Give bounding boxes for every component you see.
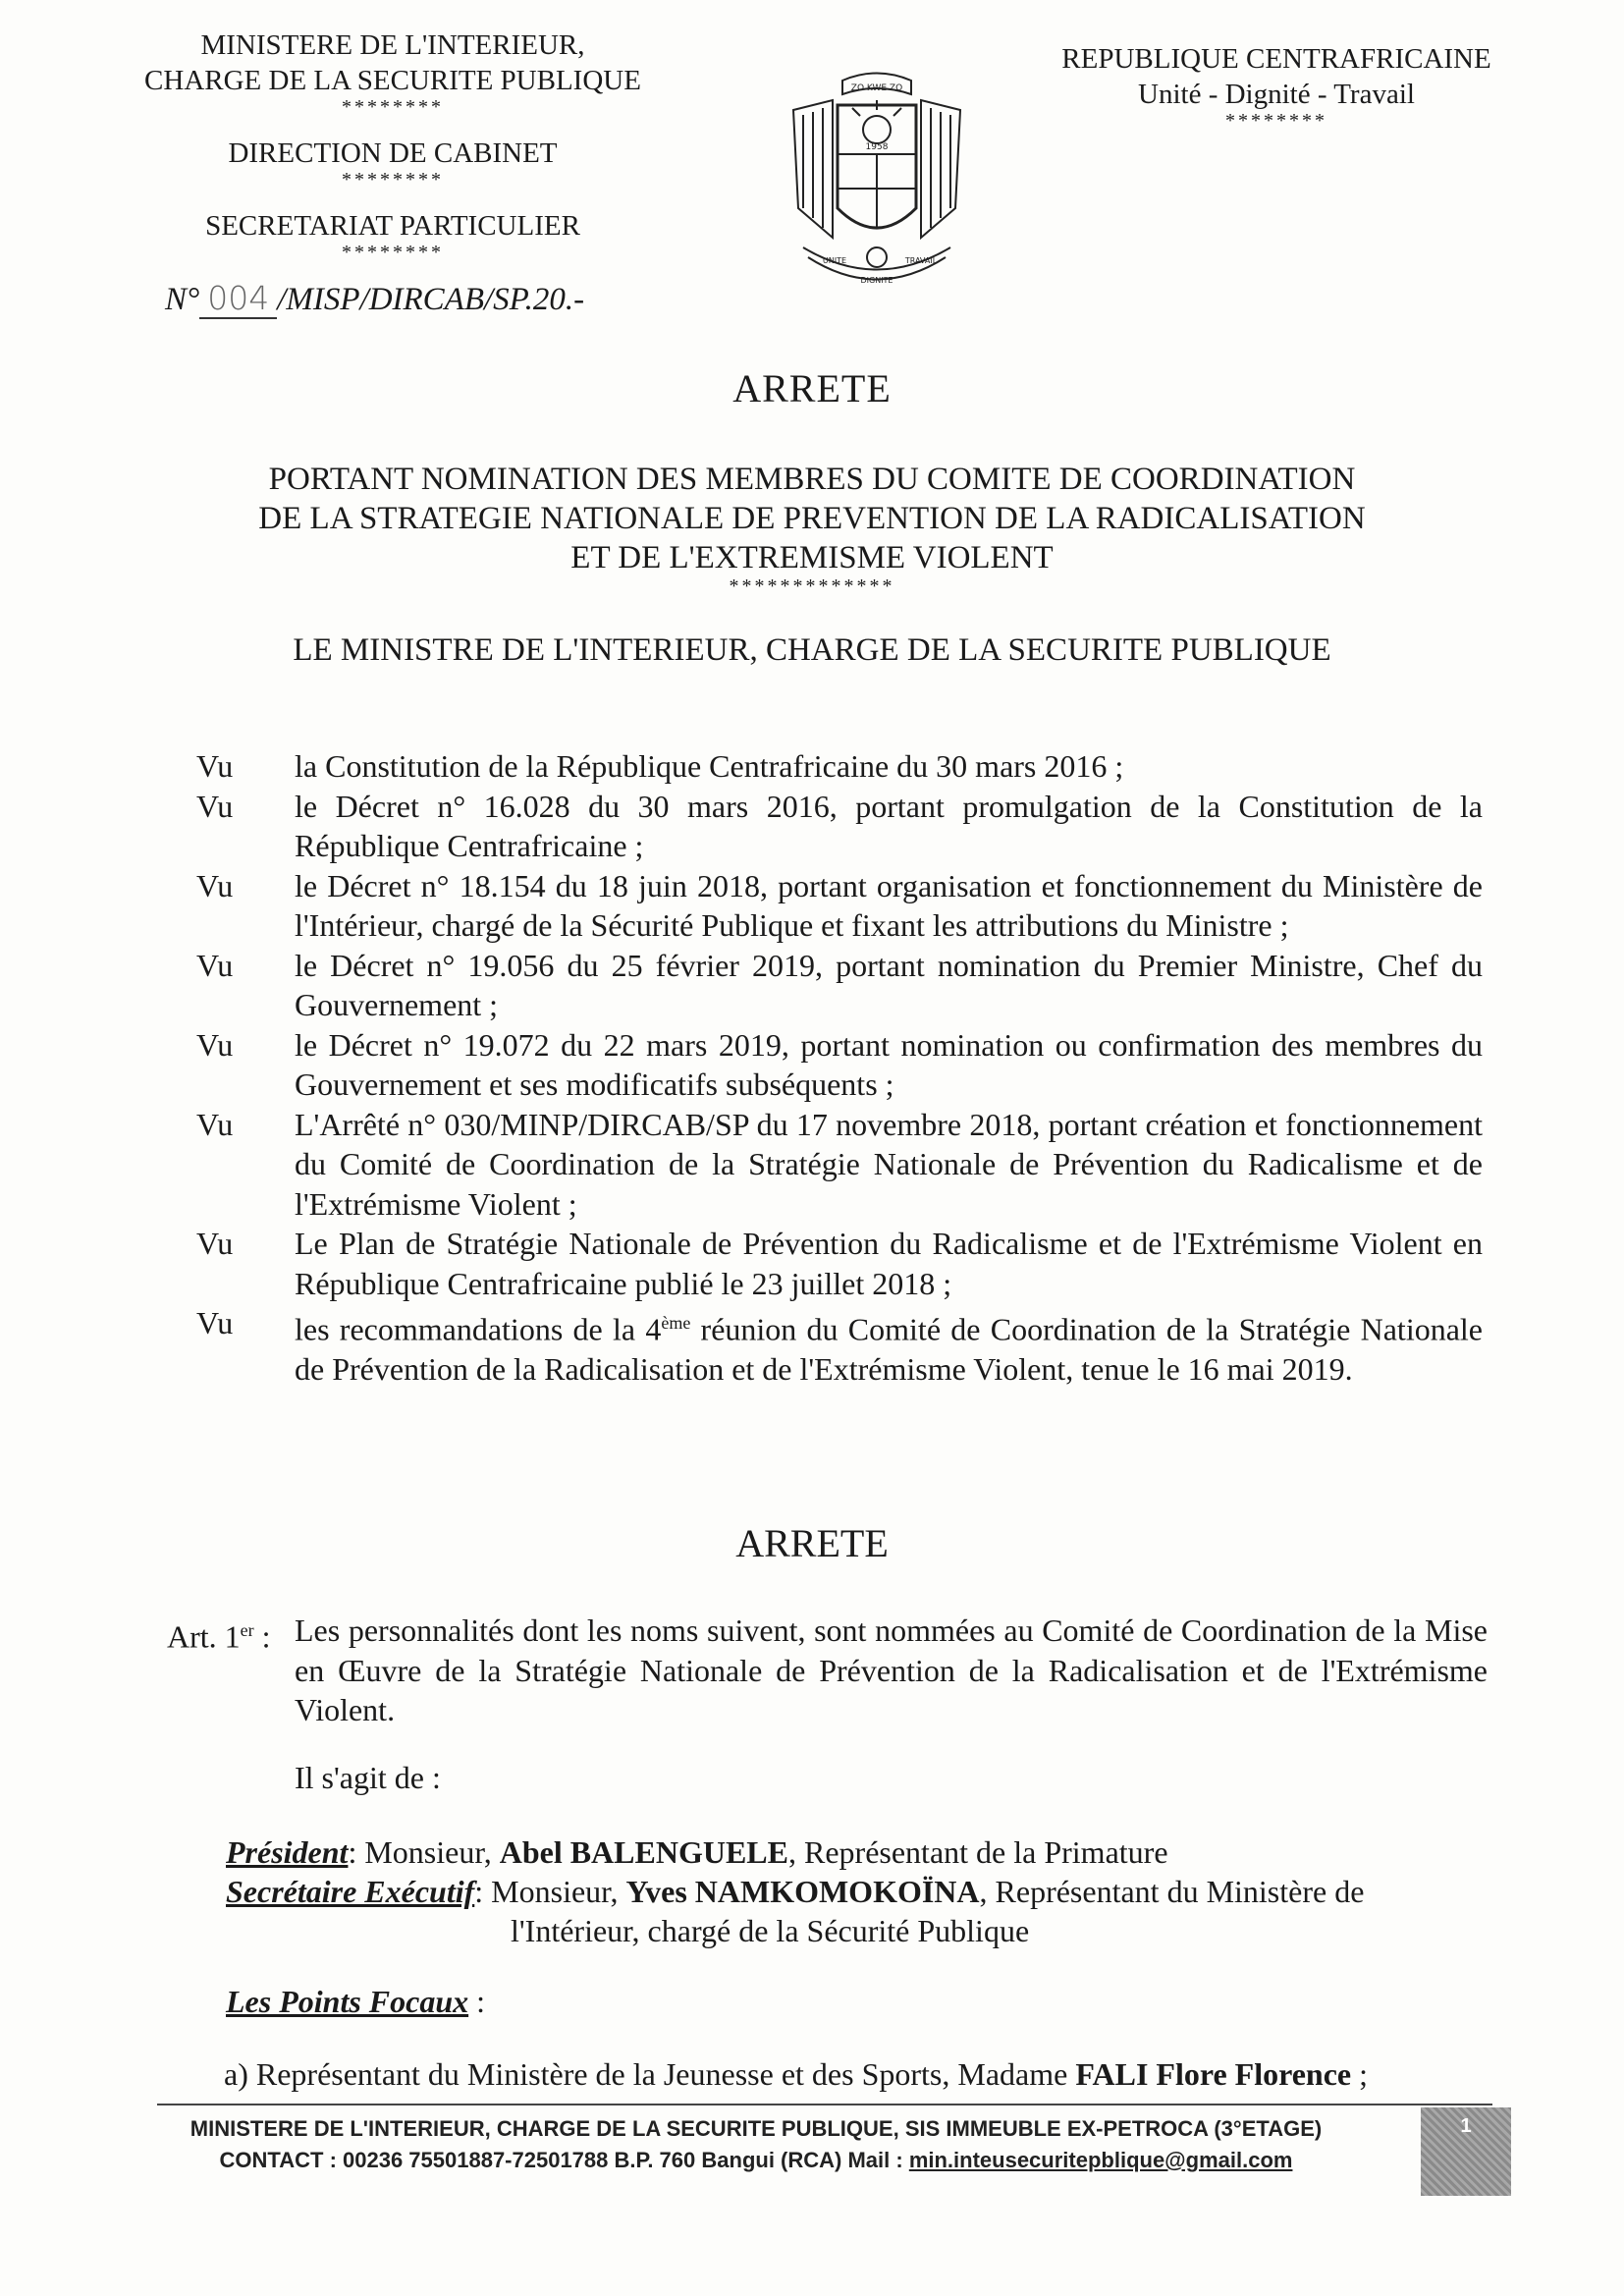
consideration-text: la Constitution de la République Centrafricaine du 30 mars 2016 ; bbox=[295, 748, 1124, 784]
emblem-right-ribbon: TRAVAIL bbox=[904, 256, 938, 265]
members-leadership bbox=[226, 1832, 1492, 1950]
article-text: Les personnalités dont les noms suivent, sont nommées au Comité de Coordination de la Mise en Œuvre de la Stratégie Nationale de Prévention de la Radicalisation et de l'Extrémisme Violent. bbox=[295, 1613, 1488, 1727]
consideration-item bbox=[196, 1224, 1483, 1303]
country-name: REPUBLIQUE CENTRAFRICAINE bbox=[1061, 43, 1491, 75]
separator-stars: ******** bbox=[342, 96, 444, 118]
separator-stars: ************* bbox=[729, 575, 895, 597]
focal-point-name: FALI Flore Florence bbox=[1075, 2056, 1352, 2092]
consideration-text: le Décret n° 19.072 du 22 mars 2019, portant nomination ou confirmation des membres du Gouvernement et ses modificatifs subséquents ; bbox=[295, 1026, 1483, 1102]
consideration-item bbox=[196, 946, 1483, 1025]
footer-email-link[interactable]: min.inteusecuritepblique@gmail.com bbox=[908, 2148, 1293, 2172]
consideration-text: le Décret n° 19.056 du 25 février 2019, portant nomination du Premier Ministre, Chef du Gouvernement ; bbox=[295, 947, 1483, 1022]
secretariat: SECRETARIAT PARTICULIER bbox=[205, 210, 580, 242]
consideration-item bbox=[196, 746, 1483, 787]
vu-label: Vu bbox=[196, 1226, 234, 1261]
direction-cabinet: DIRECTION DE CABINET bbox=[228, 137, 558, 169]
footer-address: MINISTERE DE L'INTERIEUR, CHARGE DE LA SECURITE PUBLIQUE, SIS IMMEUBLE EX-PETROCA (3°ETAGE) bbox=[189, 2116, 1323, 2141]
emblem-top-ribbon: ZO KWE ZO bbox=[850, 83, 903, 93]
ministry-charge: CHARGE DE LA SECURITE PUBLIQUE bbox=[144, 65, 641, 96]
secretary-line-continued: l'Intérieur, chargé de la Sécurité Publique bbox=[511, 1913, 1030, 1948]
consideration-item bbox=[196, 787, 1483, 866]
consideration-text: le Décret n° 16.028 du 30 mars 2016, portant promulgation de la Constitution de la République Centrafricaine ; bbox=[295, 788, 1483, 863]
separator-stars: ******** bbox=[342, 169, 444, 191]
focal-points-heading: Les Points Focaux : bbox=[226, 1984, 486, 2019]
consideration-item bbox=[196, 1105, 1483, 1225]
vu-label: Vu bbox=[196, 788, 234, 824]
vu-label: Vu bbox=[196, 1106, 234, 1142]
document-subject bbox=[196, 460, 1428, 595]
consideration-text: Le Plan de Stratégie Nationale de Prévention du Radicalisme et de l'Extrémisme Violent en République Centrafricaine publié le 23 juillet 2018 ; bbox=[295, 1226, 1483, 1301]
emblem-bottom-ribbon: DIGNITE bbox=[860, 276, 893, 285]
footer bbox=[118, 2113, 1394, 2176]
vu-label: Vu bbox=[196, 1026, 234, 1063]
consideration-item bbox=[196, 1025, 1483, 1105]
emblem-year: 1958 bbox=[865, 142, 889, 152]
vu-label: Vu bbox=[196, 1305, 234, 1340]
coat-of-arms-icon bbox=[774, 61, 980, 287]
footer-contact: CONTACT : 00236 75501887-72501788 B.P. 760 Bangui (RCA) Mail : min.inteusecuritepblique@gmail.com bbox=[219, 2148, 1293, 2172]
consideration-text: L'Arrêté n° 030/MINP/DIRCAB/SP du 17 novembre 2018, portant création et fonctionnement du Comité de Coordination de la Stratégie Nationale de Prévention du Radicalisme et de l'Extrémisme Violent ; bbox=[295, 1106, 1483, 1222]
reference-prefix: N° bbox=[165, 282, 200, 317]
decree-title: ARRETE bbox=[735, 1521, 889, 1565]
ministry-name: MINISTERE DE L'INTERIEUR, bbox=[200, 29, 585, 61]
national-motto: Unité - Dignité - Travail bbox=[1138, 79, 1415, 110]
considerations-list bbox=[196, 746, 1483, 1390]
president-role: Président bbox=[226, 1834, 349, 1870]
reference-number bbox=[165, 279, 584, 318]
members-intro: Il s'agit de : bbox=[295, 1760, 441, 1795]
secretary-role: Secrétaire Exécutif bbox=[226, 1874, 475, 1909]
consideration-text: le Décret n° 18.154 du 18 juin 2018, portant organisation et fonctionnement du Ministère de l'Intérieur, chargé de la Sécurité Publique et fixant les attributions du Ministre ; bbox=[295, 867, 1483, 943]
ministry-header bbox=[118, 27, 668, 261]
reference-suffix: /MISP/DIRCAB/SP.20.- bbox=[277, 282, 585, 317]
separator-stars: ******** bbox=[1225, 110, 1327, 132]
separator-stars: ******** bbox=[342, 242, 444, 263]
consideration-text: les recommandations de la 4ème réunion du Comité de Coordination de la Stratégie Nationale de Prévention de la Radicalisation et de l'Extrémisme Violent, tenue le 16 mai 2019. bbox=[295, 1311, 1484, 1388]
focal-point-item: a) Représentant du Ministère de la Jeunesse et des Sports, Madame FALI Flore Florence ; bbox=[224, 2056, 1369, 2092]
president-name: Abel BALENGUELE bbox=[499, 1834, 788, 1870]
page-number-box bbox=[1421, 2107, 1511, 2196]
page-number: 1 bbox=[1460, 2115, 1472, 2137]
vu-label: Vu bbox=[196, 947, 234, 983]
subject-line: ET DE L'EXTREMISME VIOLENT bbox=[570, 540, 1054, 575]
secretary-line: Secrétaire Exécutif: Monsieur, Yves NAMKOMOKOÏNA, Représentant du Ministère de bbox=[226, 1874, 1365, 1909]
republic-header bbox=[1021, 41, 1532, 130]
president-line: Président: Monsieur, Abel BALENGUELE, Représentant de la Primature bbox=[226, 1834, 1168, 1870]
footer-divider bbox=[157, 2104, 1492, 2105]
vu-label: Vu bbox=[196, 748, 234, 784]
article-1 bbox=[167, 1611, 1488, 1730]
consideration-item bbox=[196, 1303, 1483, 1390]
minister-heading: LE MINISTRE DE L'INTERIEUR, CHARGE DE LA SECURITE PUBLIQUE bbox=[293, 632, 1331, 668]
consideration-item bbox=[196, 866, 1483, 946]
secretary-name: Yves NAMKOMOKOÏNA bbox=[625, 1874, 980, 1909]
subject-line: DE LA STRATEGIE NATIONALE DE PREVENTION DE LA RADICALISATION bbox=[258, 501, 1366, 536]
emblem-left-ribbon: UNITE bbox=[822, 256, 847, 265]
subject-line: PORTANT NOMINATION DES MEMBRES DU COMITE DE COORDINATION bbox=[268, 462, 1356, 497]
document-title: ARRETE bbox=[732, 366, 892, 410]
article-label: Art. 1er : bbox=[167, 1618, 271, 1655]
reference-handwritten-number: 004 bbox=[199, 279, 277, 319]
vu-label: Vu bbox=[196, 867, 234, 903]
